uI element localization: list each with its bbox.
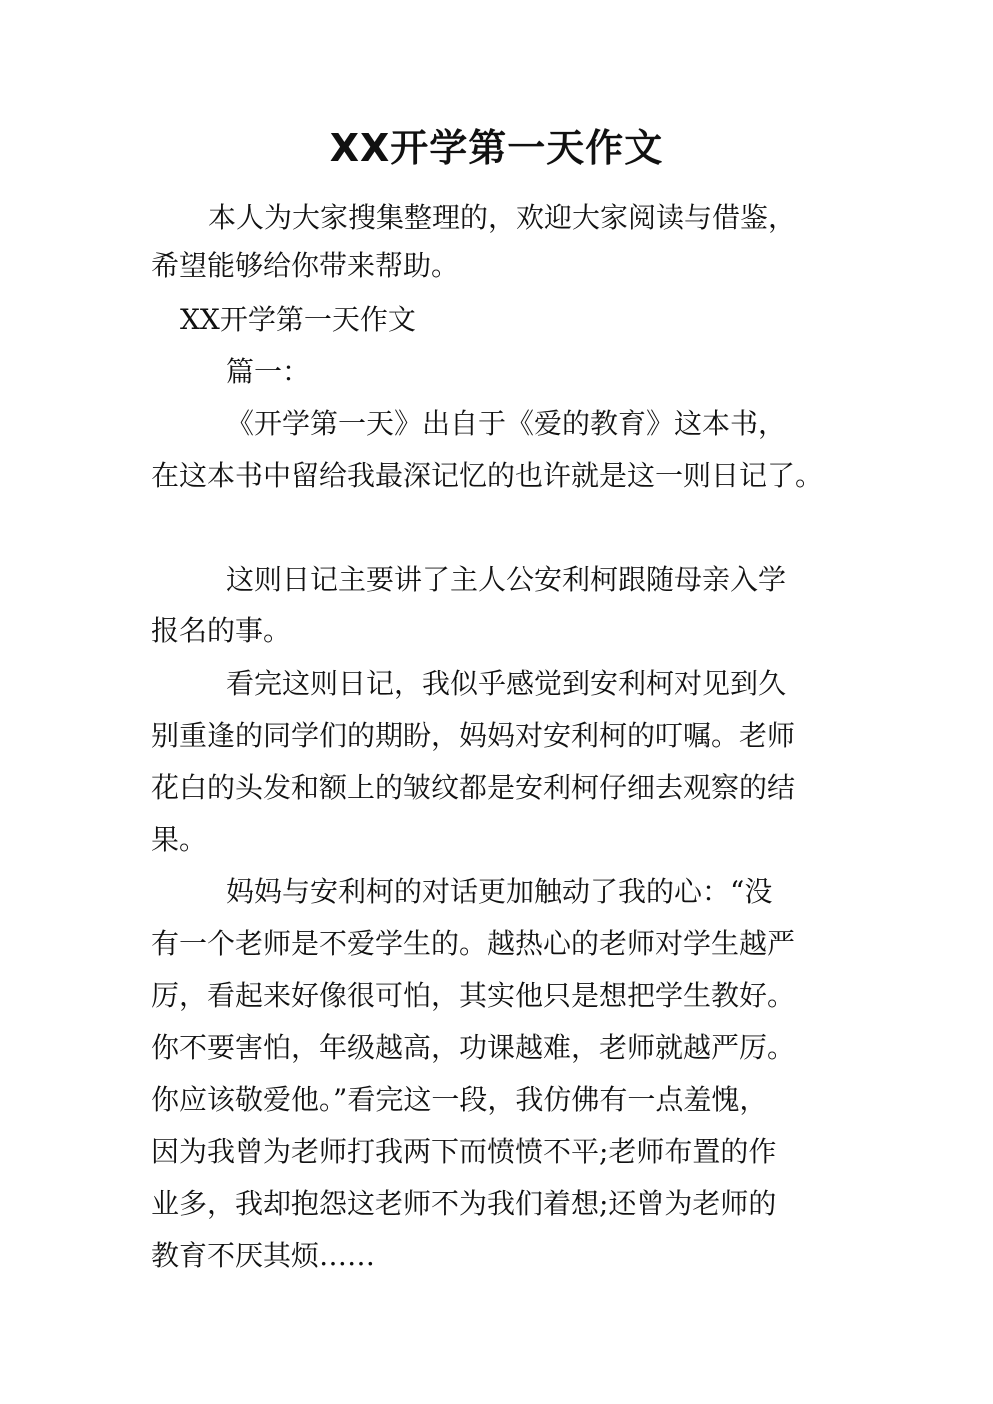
- paragraph-line: 有一个老师是不爱学生的。越热心的老师对学生越严: [151, 927, 796, 960]
- paragraph-line: 业多，我却抱怨这老师不为我们着想;还曾为老师的: [151, 1187, 777, 1220]
- paragraph-line: 《开学第一天》出自于《爱的教育》这本书，: [226, 407, 787, 440]
- paragraph-line: 果。: [151, 823, 208, 856]
- paragraph-line: 报名的事。: [151, 614, 292, 647]
- section-heading: 篇一：: [226, 355, 311, 388]
- paragraph-line: 教育不厌其烦……: [151, 1239, 376, 1272]
- paragraph-line: 别重逢的同学们的期盼，妈妈对安利柯的叮嘱。老师: [151, 719, 796, 752]
- paragraph-line: 花白的头发和额上的皱纹都是安利柯仔细去观察的结: [151, 771, 796, 804]
- document-title: XX开学第一天作文: [329, 126, 664, 170]
- paragraph-line: 本人为大家搜集整理的，欢迎大家阅读与借鉴，: [208, 201, 797, 234]
- paragraph-line: 厉，看起来好像很可怕，其实他只是想把学生教好。: [151, 979, 796, 1012]
- subtitle-line: XX开学第一天作文: [180, 303, 416, 336]
- paragraph-line: 这则日记主要讲了主人公安利柯跟随母亲入学: [226, 563, 787, 596]
- paragraph-line: 因为我曾为老师打我两下而愤愤不平;老师布置的作: [151, 1135, 777, 1168]
- paragraph-line: 在这本书中留给我最深记忆的也许就是这一则日记了。: [151, 459, 824, 492]
- paragraph-line: 你应该敬爱他。”看完这一段，我仿佛有一点羞愧，: [151, 1083, 768, 1116]
- paragraph-line: 妈妈与安利柯的对话更加触动了我的心：“没: [226, 875, 773, 908]
- paragraph-line: 你不要害怕，年级越高，功课越难，老师就越严厉。: [151, 1031, 796, 1064]
- paragraph-line: 希望能够给你带来帮助。: [151, 249, 460, 282]
- paragraph-line: 看完这则日记，我似乎感觉到安利柯对见到久: [226, 667, 787, 700]
